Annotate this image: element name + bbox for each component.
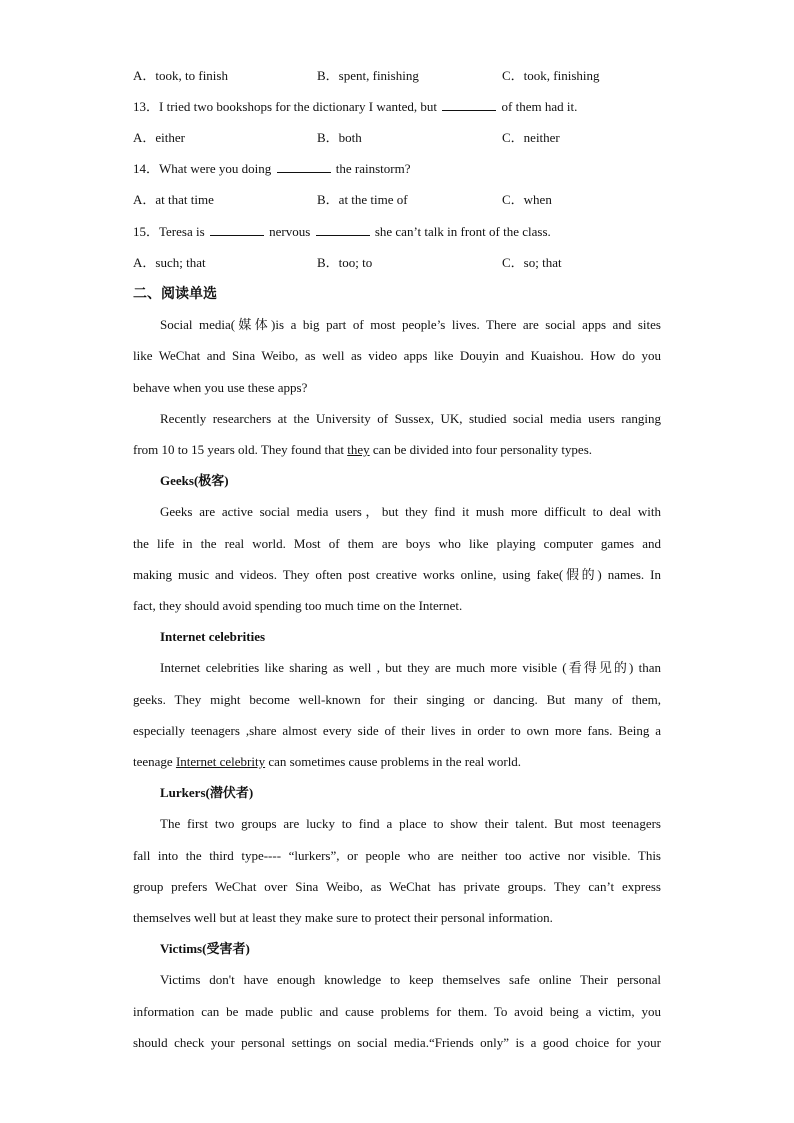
- lurkers-line-3: group prefers WeChat over Sina Weibo, as WeChat has private groups. They can’t express: [133, 879, 661, 894]
- underlined-word-they: they: [347, 442, 370, 457]
- lurkers-line-1: The first two groups are lucky to find a place to show their talent. But most teenagers: [160, 816, 661, 831]
- q14-option-c: C．when: [502, 192, 552, 207]
- underlined-phrase-internet-celebrity: Internet celebrity: [175, 754, 266, 769]
- passage-p1-line-3: behave when you use these apps?: [133, 380, 308, 395]
- q15-stem: [133, 224, 551, 240]
- q15-option-b: B．too; to: [317, 255, 373, 270]
- q14-option-a: A．at that time: [133, 192, 214, 207]
- passage-p1-line-1: Social media(媒体)is a big part of most people’s lives. There are social apps and sites: [160, 317, 661, 332]
- q15-stem-mid: nervous: [269, 224, 311, 239]
- q14-option-b: B．at the time of: [317, 192, 408, 207]
- q14-stem: [133, 161, 411, 177]
- heading-victims: Victims(受害者): [160, 941, 250, 956]
- celebrities-line-2: geeks. They might become well-known for their singing or dancing. But many of them,: [133, 692, 661, 707]
- geeks-line-4: fact, they should avoid spending too much time on the Internet.: [133, 598, 463, 613]
- victims-line-2: information can be made public and cause problems for them. To avoid being a victim, you: [133, 1004, 661, 1019]
- q14-blank: [277, 161, 331, 173]
- q15-option-c: C．so; that: [502, 255, 562, 270]
- geeks-line-1: Geeks are active social media users，but they find it mush more difficult to deal with: [160, 504, 661, 519]
- passage-p1-line-2: like WeChat and Sina Weibo, as well as video apps like Douyin and Kuaishou. How do you: [133, 348, 661, 363]
- celebrities-line-4-pre: teenage: [133, 754, 173, 769]
- heading-internet-celebrities: Internet celebrities: [160, 629, 266, 644]
- passage-p2-line-2-pre: from 10 to 15 years old. They found that: [133, 442, 344, 457]
- lurkers-line-2: fall into the third type---- “lurkers”, or people who are neither too active nor visible. This: [133, 848, 661, 863]
- passage-p2-line-2: [133, 442, 661, 458]
- celebrities-line-4-post: can sometimes cause problems in the real world.: [268, 754, 522, 769]
- q14-stem-pre: 14．What were you doing: [133, 161, 272, 176]
- celebrities-line-3: especially teenagers ,share almost every side of their lives in order to own more fans. Being a: [133, 723, 661, 738]
- geeks-line-2: the life in the real world. Most of them are boys who like playing computer games and: [133, 536, 661, 551]
- q13-blank: [442, 99, 496, 111]
- q15-stem-post: she can’t talk in front of the class.: [374, 224, 551, 239]
- heading-geeks: Geeks(极客): [160, 473, 229, 488]
- q12-option-b: B．spent, finishing: [317, 68, 419, 83]
- celebrities-line-4: [133, 754, 661, 770]
- q13-option-a: A．either: [133, 130, 185, 145]
- section-title-reading: 二、阅读单选: [133, 286, 217, 302]
- q15-option-a: A．such; that: [133, 255, 206, 270]
- q13-stem-post: of them had it.: [501, 99, 578, 114]
- q14-stem-post: the rainstorm?: [335, 161, 411, 176]
- geeks-line-3: making music and videos. They often post creative works online, using fake(假的) names. In: [133, 567, 661, 582]
- q12-option-a: A．took, to finish: [133, 68, 228, 83]
- q15-stem-pre: 15．Teresa is: [133, 224, 205, 239]
- lurkers-line-4: themselves well but at least they make sure to protect their personal information.: [133, 910, 553, 925]
- q13-option-c: C．neither: [502, 130, 560, 145]
- q15-blank-2: [316, 224, 370, 236]
- passage-p2-line-2-post: can be divided into four personality types.: [372, 442, 593, 457]
- celebrities-line-1: Internet celebrities like sharing as well , but they are much more visible (看得见的) than: [160, 660, 661, 675]
- q15-blank-1: [210, 224, 264, 236]
- heading-lurkers: Lurkers(潜伏者): [160, 785, 254, 800]
- victims-line-1: Victims don't have enough knowledge to keep themselves safe online Their personal: [160, 972, 661, 987]
- victims-line-3: should check your personal settings on social media.“Friends only” is a good choice for your: [133, 1035, 661, 1050]
- passage-p2-line-1: Recently researchers at the University of Sussex, UK, studied social media users ranging: [160, 411, 661, 426]
- q13-option-b: B．both: [317, 130, 362, 145]
- q13-stem: [133, 99, 577, 115]
- q12-option-c: C．took, finishing: [502, 68, 600, 83]
- q13-stem-pre: 13．I tried two bookshops for the dictionary I wanted, but: [133, 99, 437, 114]
